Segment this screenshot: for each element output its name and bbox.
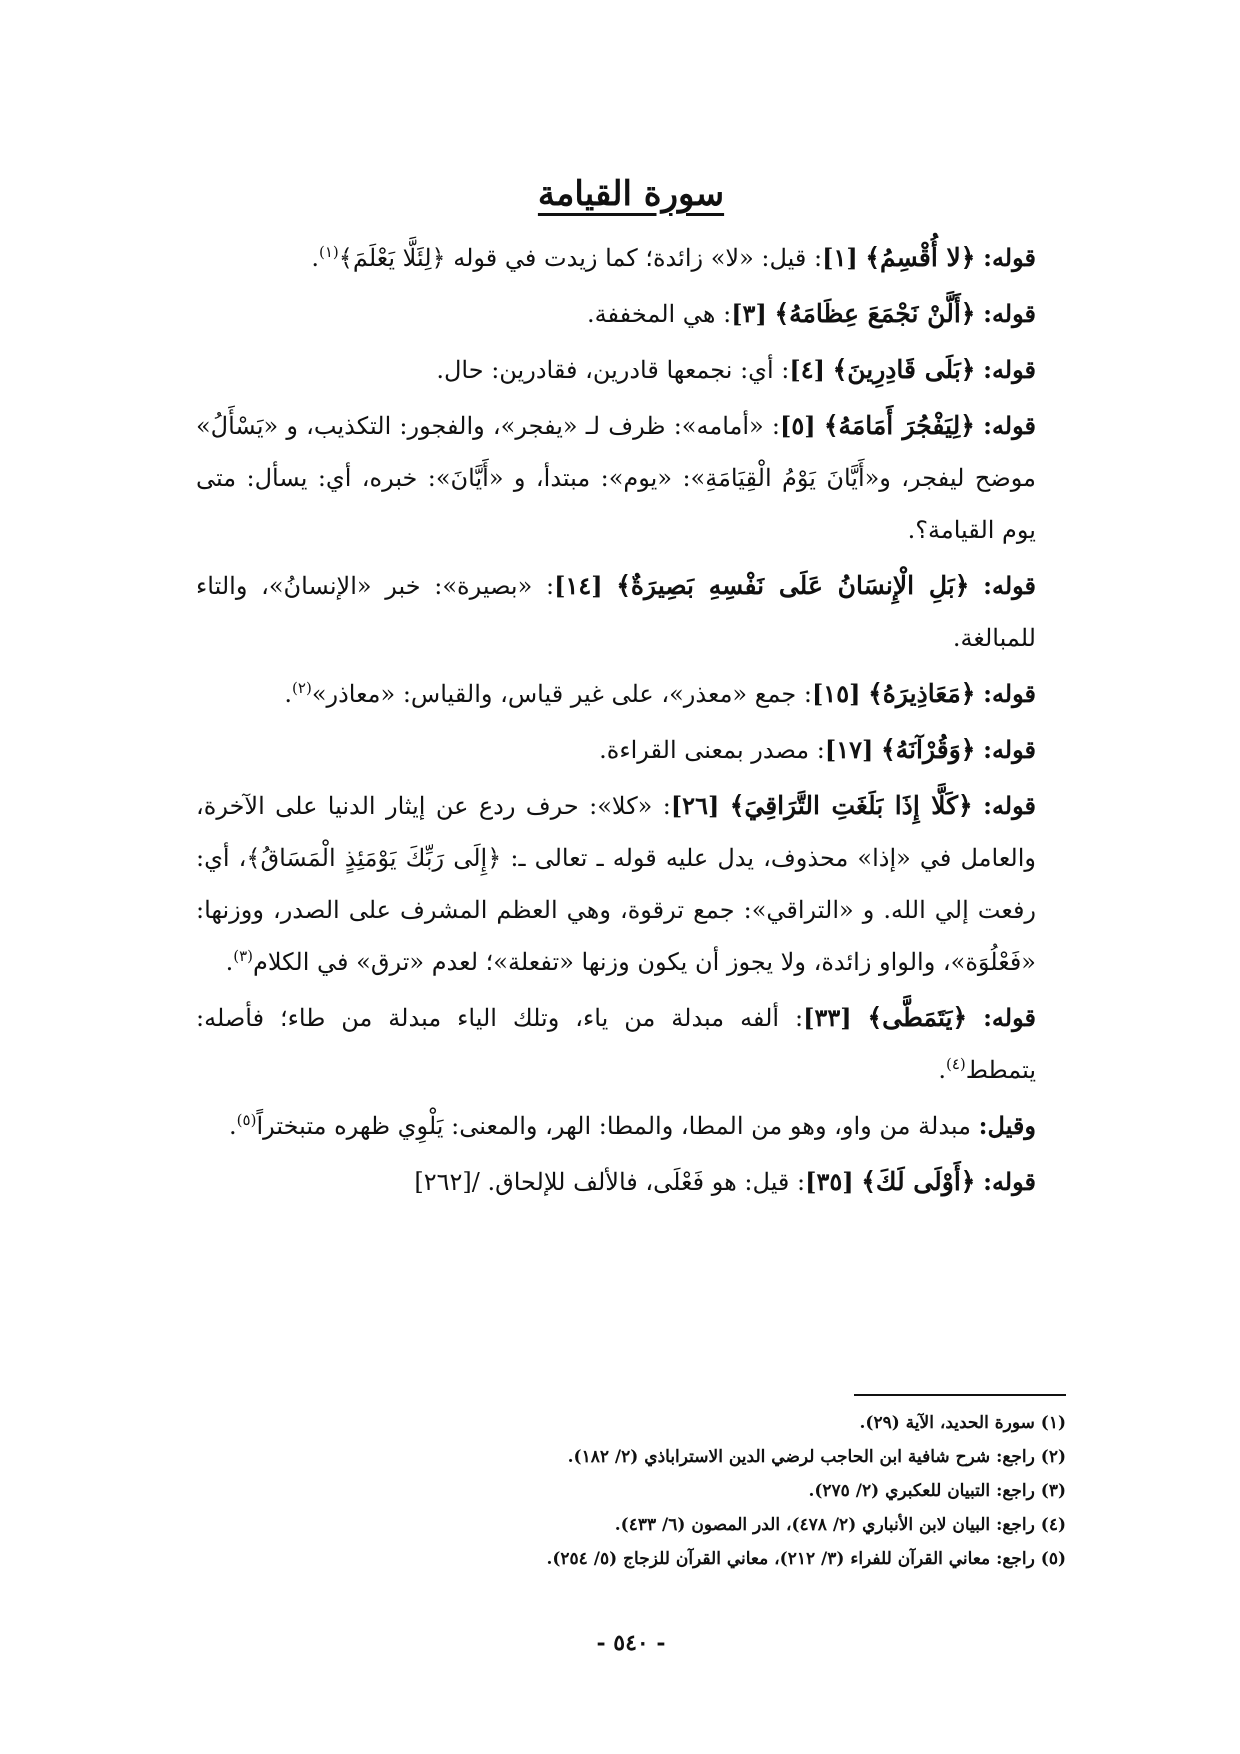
commentary-text: : أي: نجمعها قادرين، فقادرين: حال. — [436, 356, 790, 384]
footnote-marker: (٤) — [945, 1055, 966, 1073]
verse-number: [١٧] — [824, 735, 874, 764]
paragraph-lead: وقيل: — [978, 1111, 1036, 1140]
paragraph-verse-26 — [196, 780, 1066, 988]
paragraph-tail: . — [229, 1112, 237, 1140]
quran-verse: ﴿لا أُقْسِمُ﴾ — [865, 243, 976, 272]
commentary-text: مبدلة من واو، وهو من المطا، والمطا: الهر، والمعنى: يَلْوِي ظهره متبختراً — [256, 1112, 979, 1140]
commentary-text: : هي المخففة. — [587, 300, 732, 328]
paragraph-tail: . — [311, 244, 319, 272]
quran-verse: ﴿كَلَّا إِذَا بَلَغَتِ التَّرَاقِيَ﴾ — [729, 791, 973, 820]
verse-number: [٣] — [731, 299, 767, 328]
quran-verse: ﴿أَلَّنْ نَجْمَعَ عِظَامَهُ﴾ — [774, 299, 976, 328]
commentary-text: : قيل: «لا» زائدة؛ كما زيدت في قوله ﴿لِئَلَّا يَعْلَمَ﴾ — [338, 244, 823, 272]
paragraph-lead: قوله: — [983, 243, 1036, 272]
document-page — [196, 170, 1066, 1670]
footnote-item: (٥) راجع: معاني القرآن للفراء (٣/ ٢١٢)، معاني القرآن للزجاج (٥/ ٢٥٤). — [546, 1549, 1066, 1569]
verse-number: [٣٥] — [805, 1167, 854, 1196]
verse-number: [٣٣] — [803, 1003, 852, 1032]
commentary-body — [196, 232, 1066, 1208]
paragraph-verse-35 — [196, 1156, 1066, 1208]
quran-verse: ﴿لِيَفْجُرَ أَمَامَهُ﴾ — [823, 411, 975, 440]
commentary-text: : جمع «معذر»، على غير قياس، والقياس: «معاذر» — [311, 680, 812, 708]
paragraph-lead: قوله: — [983, 355, 1036, 384]
footnote-marker: (٣) — [233, 947, 253, 965]
commentary-text: : «بصيرة»: خبر «الإنسانُ»، والتاء للمبالغة. — [196, 572, 1036, 652]
paragraph-lead: قوله: — [983, 1003, 1036, 1032]
paragraph-lead: قوله: — [983, 299, 1036, 328]
paragraph-verse-5 — [196, 400, 1066, 556]
page-number: - ٥٤٠ - — [596, 1630, 666, 1656]
verse-number: [١٥] — [811, 679, 861, 708]
paragraph-verse-17 — [196, 724, 1066, 776]
paragraph-lead: قوله: — [983, 571, 1037, 600]
footnote-divider — [854, 1394, 1066, 1396]
paragraph-lead: قوله: — [983, 679, 1036, 708]
paragraph-lead: قوله: — [983, 735, 1036, 764]
paragraph-lead: قوله: — [983, 1167, 1036, 1196]
paragraph-tail: . — [938, 1056, 946, 1084]
quran-verse: ﴿بَلَى قَادِرِينَ﴾ — [832, 355, 976, 384]
quran-verse: ﴿بَلِ الْإِنسَانُ عَلَى نَفْسِهِ بَصِيرَةٌ﴾ — [616, 571, 970, 600]
paragraph-verse-4 — [196, 344, 1066, 396]
footnote-marker: (٥) — [236, 1111, 257, 1129]
verse-number: [٤] — [789, 355, 825, 384]
paragraph-alternative-view — [196, 1100, 1066, 1152]
footnote-item: (٣) راجع: التبيان للعكبري (٢/ ٢٧٥). — [808, 1481, 1066, 1501]
paragraph-verse-1 — [196, 232, 1066, 284]
footnotes-list — [196, 1406, 1066, 1576]
surah-title: سورة القيامة — [537, 174, 725, 214]
paragraph-lead: قوله: — [983, 411, 1036, 440]
paragraph-verse-33 — [196, 992, 1066, 1096]
footnote-item: (٢) راجع: شرح شافية ابن الحاجب لرضي الدين الاستراباذي (٢/ ١٨٢). — [567, 1447, 1066, 1467]
paragraph-lead: قوله: — [983, 791, 1036, 820]
verse-number: [١٤] — [554, 571, 603, 600]
verse-number: [٥] — [780, 411, 816, 440]
paragraph-verse-15 — [196, 668, 1066, 720]
paragraph-tail: . — [225, 948, 234, 976]
commentary-text: : «كلا»: حرف ردع عن إيثار الدنيا على الآخرة، والعامل في «إذا» محذوف، يدل عليه قوله ـ تعالى ـ: ﴿إِلَى رَبِّكَ يَوْمَئِذٍ الْمَسَاقُ﴾، أي: رفعت إلي الله. و «التراقي»: جمع ترقوة، وهي العظم المشرف على الصدر، ووزنها: «فَعْلُوَة»، والواو زائدة، ولا يجوز أن يكون وزنها «تفعلة»؛ لعدم «ترق» في الكلام — [196, 792, 1036, 976]
footnote-marker: (٢) — [292, 679, 312, 697]
paragraph-verse-14 — [196, 560, 1066, 664]
commentary-text: : ألفه مبدلة من ياء، وتلك الياء مبدلة من طاء؛ فأصله: يتمطط — [196, 1004, 1036, 1084]
verse-number: [٢٦] — [670, 791, 720, 820]
quran-verse: ﴿أَوْلَى لَكَ﴾ — [861, 1167, 976, 1196]
paragraph-tail: . — [284, 680, 293, 708]
footnote-marker: (١) — [319, 243, 339, 261]
footnote-item: (٤) راجع: البيان لابن الأنباري (٢/ ٤٧٨)، الدر المصون (٦/ ٤٣٣). — [614, 1515, 1066, 1535]
quran-verse: ﴿وَقُرْآنَهُ﴾ — [881, 735, 976, 764]
verse-number: [١] — [822, 243, 858, 272]
commentary-text: : قيل: هو فَعْلَى، فالألف للإلحاق. /[٢٦٢] — [414, 1168, 806, 1196]
quran-verse: ﴿مَعَاذِيرَهُ﴾ — [868, 679, 976, 708]
commentary-text: : مصدر بمعنى القراءة. — [599, 736, 825, 764]
paragraph-verse-3 — [196, 288, 1066, 340]
quran-verse: ﴿يَتَمَطَّى﴾ — [867, 1003, 968, 1032]
footnote-item: (١) سورة الحديد، الآية (٢٩). — [859, 1413, 1066, 1433]
commentary-text: : «أمامه»: ظرف لـ «يفجر»، والفجور: التكذيب، و «يَسْأَلُ» موضح ليفجر، و«أَيَّانَ يَوْمُ الْقِيَامَةِ»: «يوم»: مبتدأ، و «أَيَّانَ»: خبره، أي: يسأل: متى يوم القيامة؟. — [196, 412, 1036, 544]
